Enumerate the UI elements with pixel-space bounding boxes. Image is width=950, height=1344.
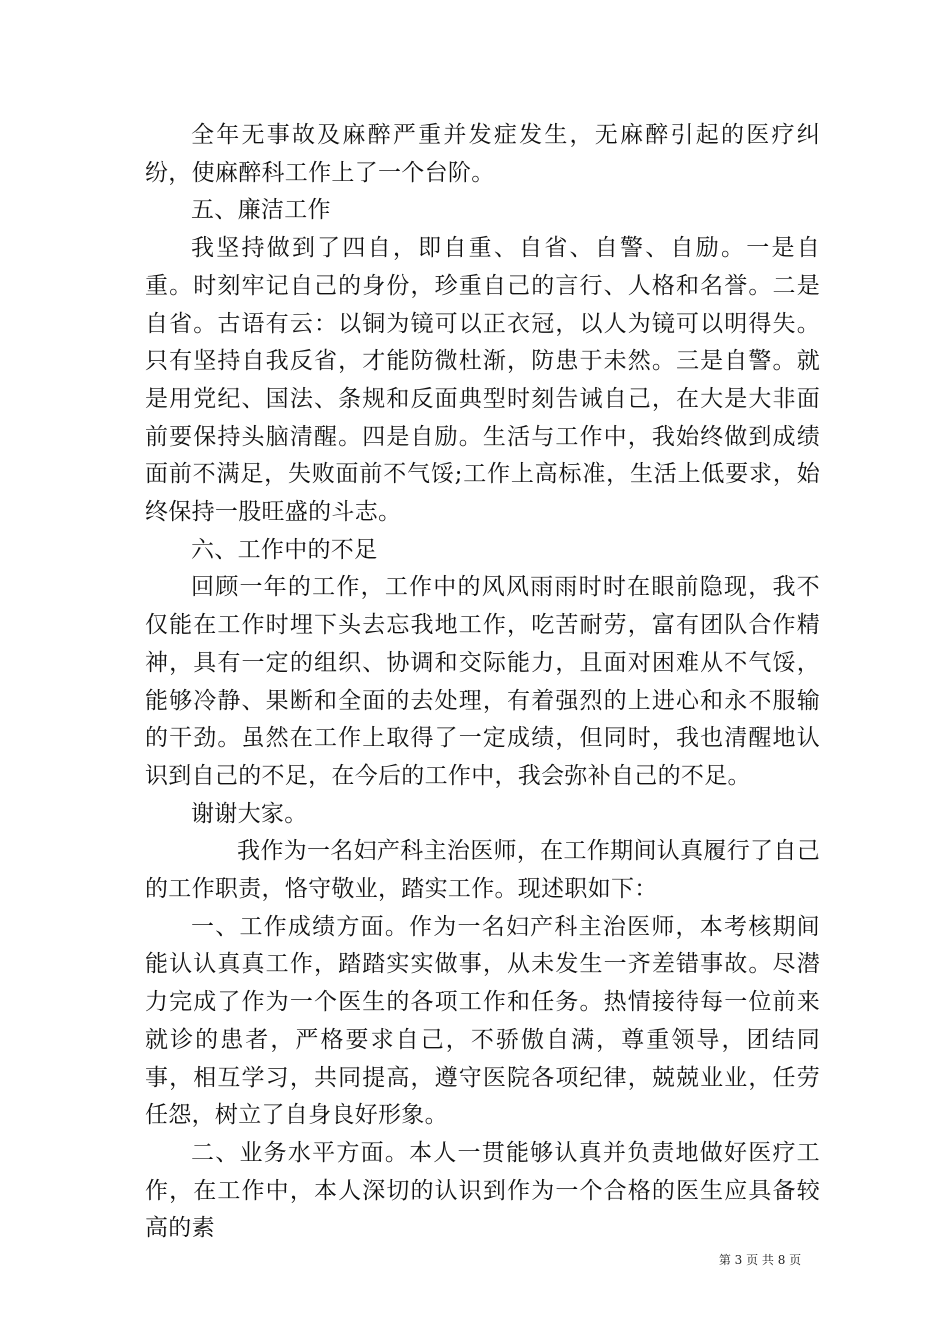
paragraph-anesthesia-summary: 全年无事故及麻醉严重并发症发生，无麻醉引起的医疗纠纷，使麻醉科工作上了一个台阶。 bbox=[145, 122, 820, 186]
paragraph-shortcomings-details: 回顾一年的工作，工作中的风风雨雨时时在眼前隐现，我不仅能在工作时埋下头去忘我地工作，吃苦耐劳，富有团队合作精神，具有一定的组织、协调和交际能力，且面对困难从不气馁，能够冷静、果断和全面的去处理，有着强烈的上进心和永不服输的干劲。虽然在工作上取得了一定成绩，但同时，我也清醒地认识到自己的不足，在今后的工作中，我会弥补自己的不足。 bbox=[145, 574, 820, 789]
heading-shortcomings: 六、工作中的不足 bbox=[191, 536, 378, 563]
paragraph-thanks: 谢谢大家。 bbox=[191, 800, 308, 827]
paragraph-integrity-details: 我坚持做到了四自，即自重、自省、自警、自励。一是自重。时刻牢记自己的身份，珍重自己的言行、人格和名誉。二是自省。古语有云：以铜为镜可以正衣冠，以人为镜可以明得失。只有坚持自我反省，才能防微杜渐，防患于未然。三是自警。就是用党纪、国法、条规和反面典型时刻告诫自己，在大是大非面前要保持头脑清醒。四是自励。生活与工作中，我始终做到成绩面前不满足，失败面前不气馁;工作上高标准，生活上低要求，始终保持一股旺盛的斗志。 bbox=[145, 235, 820, 526]
heading-integrity-work: 五、廉洁工作 bbox=[191, 197, 331, 224]
paragraph-work-achievements: 一、工作成绩方面。作为一名妇产科主治医师，本考核期间能认认真真工作，踏踏实实做事，从未发生一齐差错事故。尽潜力完成了作为一个医生的各项工作和任务。热情接待每一位前来就诊的患者，严格要求自己，不骄傲自满，尊重领导，团结同事，相互学习，共同提高，遵守医院各项纪律，兢兢业业，任劳任怨，树立了自身良好形象。 bbox=[145, 913, 820, 1129]
paragraph-professional-level: 二、业务水平方面。本人一贯能够认真并负责地做好医疗工作，在工作中，本人深切的认识到作为一个合格的医生应具备较高的素 bbox=[145, 1139, 820, 1242]
page-number-footer: 第 3 页 共 8 页 bbox=[718, 1253, 802, 1267]
document-body bbox=[145, 117, 820, 1248]
paragraph-obgyn-intro: 我作为一名妇产科主治医师，在工作期间认真履行了自己的工作职责，恪守敬业，踏实工作。现述职如下： bbox=[145, 838, 820, 903]
